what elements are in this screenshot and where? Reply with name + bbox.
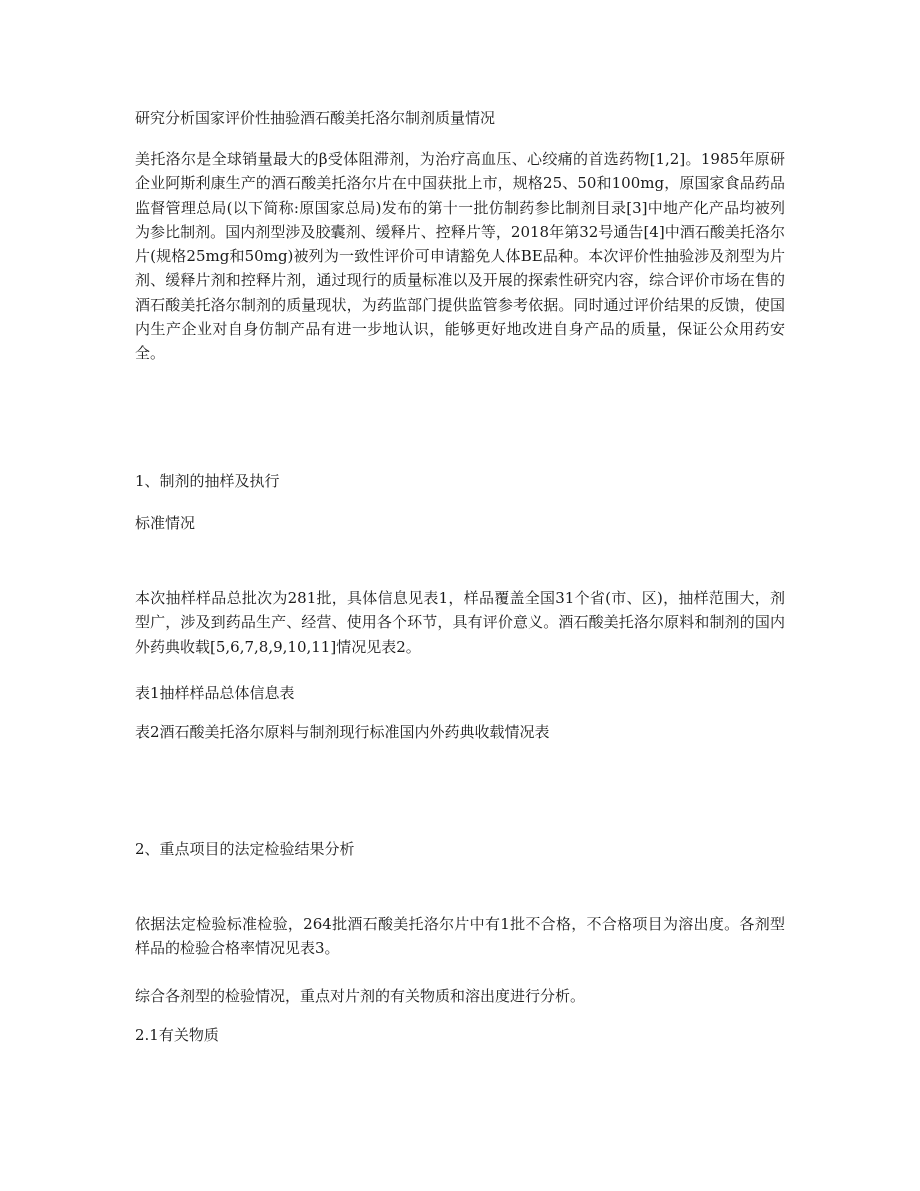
section-2-summary: 综合各剂型的检验情况，重点对片剂的有关物质和溶出度进行分析。 — [135, 987, 586, 1005]
section-1-paragraph: 本次抽样样品总批次为281批，具体信息见表1，样品覆盖全国31个省(市、区)，抽样范围大，剂型广，涉及到药品生产、经营、使用各个环节，具有评价意义。酒石酸美托洛尔原料和制剂的国内外药典收载[5,6,7,8,9,10,11]情况见表2。 — [135, 589, 785, 656]
section-1-heading: 1、制剂的抽样及执行 — [135, 472, 280, 490]
intro-paragraph: 美托洛尔是全球销量最大的β受体阻滞剂，为治疗高血压、心绞痛的首选药物[1,2]。1985年原研企业阿斯利康生产的酒石酸美托洛尔片在中国获批上市，规格25、50和100mg，原国家食品药品监督管理总局(以下简称:原国家总局)发布的第十一批仿制药参比制剂目录[3]中地产化产品均被列为参比制剂。国内剂型涉及胶囊剂、缓释片、控释片等，2018年第32号通告[4]中酒石酸美托洛尔片(规格25mg和50mg)被列为一致性评价可申请豁免人体BE品种。本次评价性抽验涉及剂型为片剂、缓释片剂和控释片剂，通过现行的质量标准以及开展的探索性研究内容，综合评价市场在售的酒石酸美托洛尔制剂的质量现状，为药监部门提供监管参考依据。同时通过评价结果的反馈，使国内生产企业对自身仿制产品有进一步地认识，能够更好地改进自身产品的质量，保证公众用药安全。 — [135, 150, 785, 363]
section-1-heading-continuation: 标准情况 — [135, 514, 196, 532]
table-2-caption: 表2酒石酸美托洛尔原料与制剂现行标准国内外药典收载情况表 — [135, 723, 550, 741]
table-1-caption: 表1抽样样品总体信息表 — [135, 684, 295, 702]
document-title: 研究分析国家评价性抽验酒石酸美托洛尔制剂质量情况 — [135, 109, 496, 127]
subsection-2-1-heading: 2.1有关物质 — [135, 1026, 219, 1044]
section-2-paragraph: 依据法定检验标准检验，264批酒石酸美托洛尔片中有1批不合格，不合格项目为溶出度。各剂型样品的检验合格率情况见表3。 — [135, 915, 785, 958]
section-2-heading: 2、重点项目的法定检验结果分析 — [135, 840, 355, 858]
